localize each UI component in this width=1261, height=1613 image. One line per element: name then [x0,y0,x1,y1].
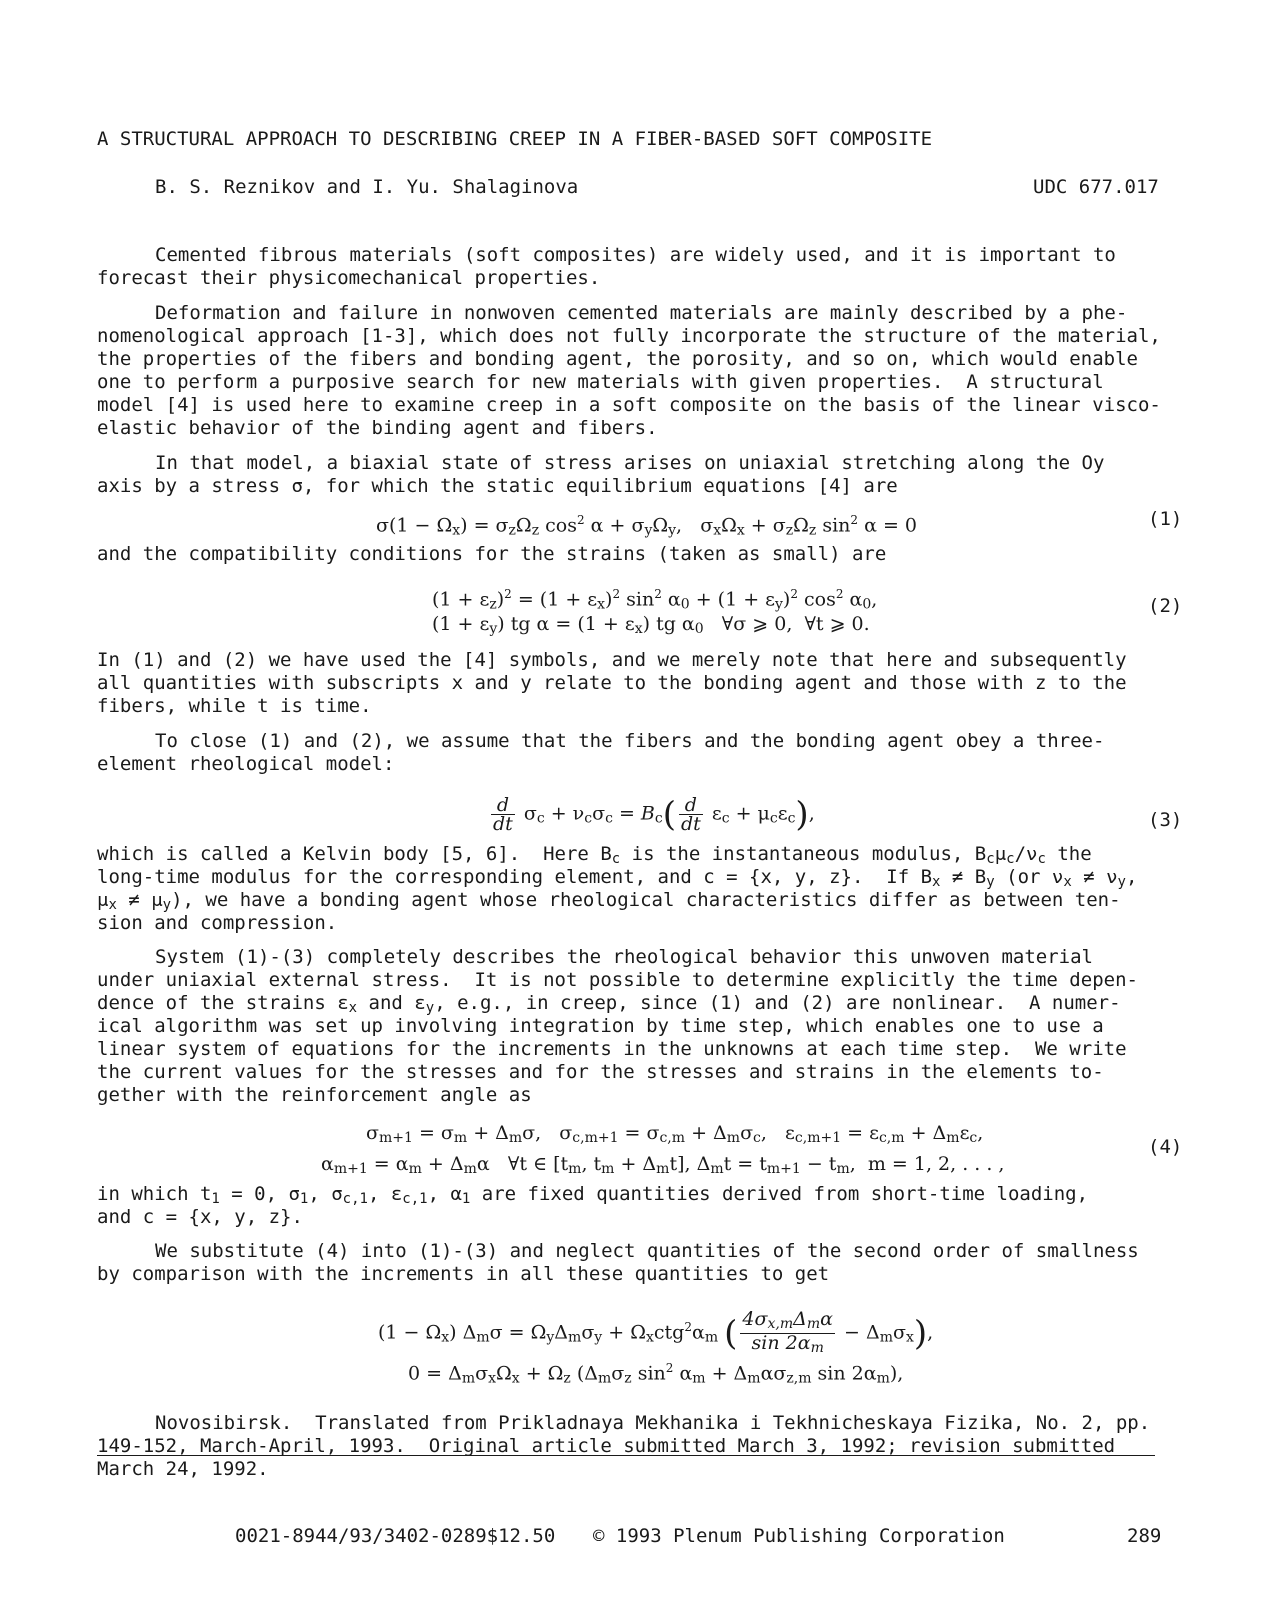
p8-line-2: under uniaxial external stress. It is not possible to determine explicitly the time depen- [97,969,1138,991]
p10-line-2: by comparison with the increments in all these quantities to get [97,1263,830,1285]
equation-4a: $\sigma_{m+1} = \sigma_m + \Delta_m\sigma$, $\sigma_{c,m+1} = \sigma_{c,m} + \Delta_m\sigma_c$, $\varepsilon_{c,m+1} = \varepsilon_{c,m} + \Delta_m\varepsilon_c$, [366,1122,984,1146]
equation-3: $\frac{d}{dt}$ $\sigma_c + \nu_c\sigma_c = B_c$( $\frac{d}{dt}$ $\varepsilon_c + \mu_c\varepsilon_c$), [493,794,815,835]
p2-line-6: elastic behavior of the binding agent and fibers. [97,417,658,439]
p3-line-2: axis by a stress σ, for which the static equilibrium equations [4] are [97,475,898,497]
p2-line-5: model [4] is used here to examine creep in a soft composite on the basis of the linear visco- [97,394,1161,416]
p9-line-1: in which $t_1 = 0$, $\sigma_1$, $\sigma_{c,1}$, $\varepsilon_{c,1}$, $\alpha_1$ are fixed quantities derived from short-time loading, [97,1183,1089,1207]
udc-code: UDC 677.017 [1033,176,1159,198]
equation-5a: $(1 - \Omega_x)$ $\Delta_m\sigma = \Omega_y\Delta_m\sigma_y + \Omega_xctg^2\alpha_m$ ( $\frac{4\sigma_{x,m}\Delta_m\alpha}{\sin 2\alpha_m}$ − $\Delta_m\sigma_x$), [378,1308,934,1356]
p2-line-3: the properties of the fibers and bonding agent, the porosity, and so on, which would enable [97,348,1138,370]
equation-5b: $0 = \Delta_m\sigma_x\Omega_x + \Omega_z$ ($\Delta_m\sigma_z$ $\sin^2 \alpha_m + \Delta_m\alpha\sigma_{z,m}$ $\sin 2\alpha_m$), [408,1361,904,1387]
equation-number-4: (4) [1148,1136,1183,1158]
p8-line-5: linear system of equations for the increments in the unknowns at each time step. We write [97,1038,1127,1060]
p7-line-2: long-time modulus for the corresponding element, and c = {x, y, z}. If $B_x \ne B_y$ (or $\nu_x \ne \nu_y$, [97,866,1138,890]
equation-number-2: (2) [1148,595,1183,617]
equation-4b: $\alpha_{m+1} = \alpha_m + \Delta_m\alpha$ ∀t ∈ [$t_m$, $t_m + \Delta_mt$], $\Delta_mt = t_{m+1} - t_m$, m = 1, 2, . . . , [321,1153,1005,1177]
p5-line-3: fibers, while t is time. [97,695,372,717]
p8-line-7: gether with the reinforcement angle as [97,1084,532,1106]
authors: B. S. Reznikov and I. Yu. Shalaginova [155,176,579,198]
page-number: 289 [1127,1525,1162,1547]
p3-line-1: In that model, a biaxial state of stress arises on uniaxial stretching along the Oy [155,452,1105,474]
equation-1: $\sigma(1 - \Omega_x) = \sigma_z\Omega_z$ $\cos^2 \alpha + \sigma_y\Omega_y$, $\sigma_x\Omega_x + \sigma_z\Omega_z$ $\sin^2 \alpha = 0$ [376,513,917,539]
p7-line-1: which is called a Kelvin body [5, 6]. Here $B_c$ is the instantaneous modulus, $B_c\mu_c/\nu_c$ the [97,843,1092,867]
footnote-line-3: March 24, 1992. [97,1458,269,1480]
p8-line-3: dence of the strains $\varepsilon_x$ and $\varepsilon_y$, e.g., in creep, since (1) and (2) are nonlinear. A numer- [97,992,1121,1016]
p2-line-2: nomenological approach [1-3], which does not fully incorporate the structure of the material, [97,325,1161,347]
p2-line-1: Deformation and failure in nonwoven cemented materials are mainly described by a phe- [155,302,1128,324]
p6-line-2: element rheological model: [97,753,395,775]
p5-line-1: In (1) and (2) we have used the [4] symbols, and we merely note that here and subsequently [97,649,1127,671]
paper-title: A STRUCTURAL APPROACH TO DESCRIBING CREEP IN A FIBER-BASED SOFT COMPOSITE [97,128,933,150]
p2-line-4: one to perform a purposive search for new materials with given properties. A structural [97,371,1104,393]
article-code: 0021-8944/93/3402-0289$12.50 [235,1525,556,1547]
footnote-line-1: Novosibirsk. Translated from Prikladnaya Mekhanika i Tekhnicheskaya Fizika, No. 2, pp. [155,1412,1151,1434]
p4-line-1: and the compatibility conditions for the strains (taken as small) are [97,543,887,565]
p1-line-1: Cemented fibrous materials (soft composites) are widely used, and it is important to [155,244,1116,266]
p10-line-1: We substitute (4) into (1)-(3) and neglect quantities of the second order of smallness [155,1240,1139,1262]
p7-line-3: $\mu_x \ne \mu_y$), we have a bonding agent whose rheological characteristics differ as between ten- [97,889,1121,913]
p6-line-1: To close (1) and (2), we assume that the fibers and the bonding agent obey a three- [155,730,1105,752]
p7-line-4: sion and compression. [97,912,338,934]
p9-line-2: and c = {x, y, z}. [97,1206,303,1228]
equation-2a: $(1 + \varepsilon_z)^2 = (1 + \varepsilon_x)^2$ $\sin^2 \alpha_0 + (1 + \varepsilon_y)^2$ $\cos^2 \alpha_0$, [432,587,878,613]
p8-line-4: ical algorithm was set up involving integration by time step, which enables one to use a [97,1015,1104,1037]
equation-number-3: (3) [1148,809,1183,831]
footnote-line-2: 149-152, March-April, 1993. Original article submitted March 3, 1992; revision submitted [97,1435,1116,1457]
copyright: © 1993 Plenum Publishing Corporation [593,1525,1005,1547]
p1-line-2: forecast their physicomechanical properties. [97,267,601,289]
p8-line-1: System (1)-(3) completely describes the rheological behavior this unwoven material [155,946,1093,968]
equation-2b: $(1 + \varepsilon_y)$ tg $\alpha = (1 + \varepsilon_x)$ tg $\alpha_0$ ∀σ ⩾ 0, ∀t ⩾ 0. [432,613,870,637]
equation-number-1: (1) [1148,508,1183,530]
p8-line-6: the current values for the stresses and for the stresses and strains in the elements to- [97,1061,1104,1083]
p5-line-2: all quantities with subscripts x and y relate to the bonding agent and those with z to the [97,672,1127,694]
